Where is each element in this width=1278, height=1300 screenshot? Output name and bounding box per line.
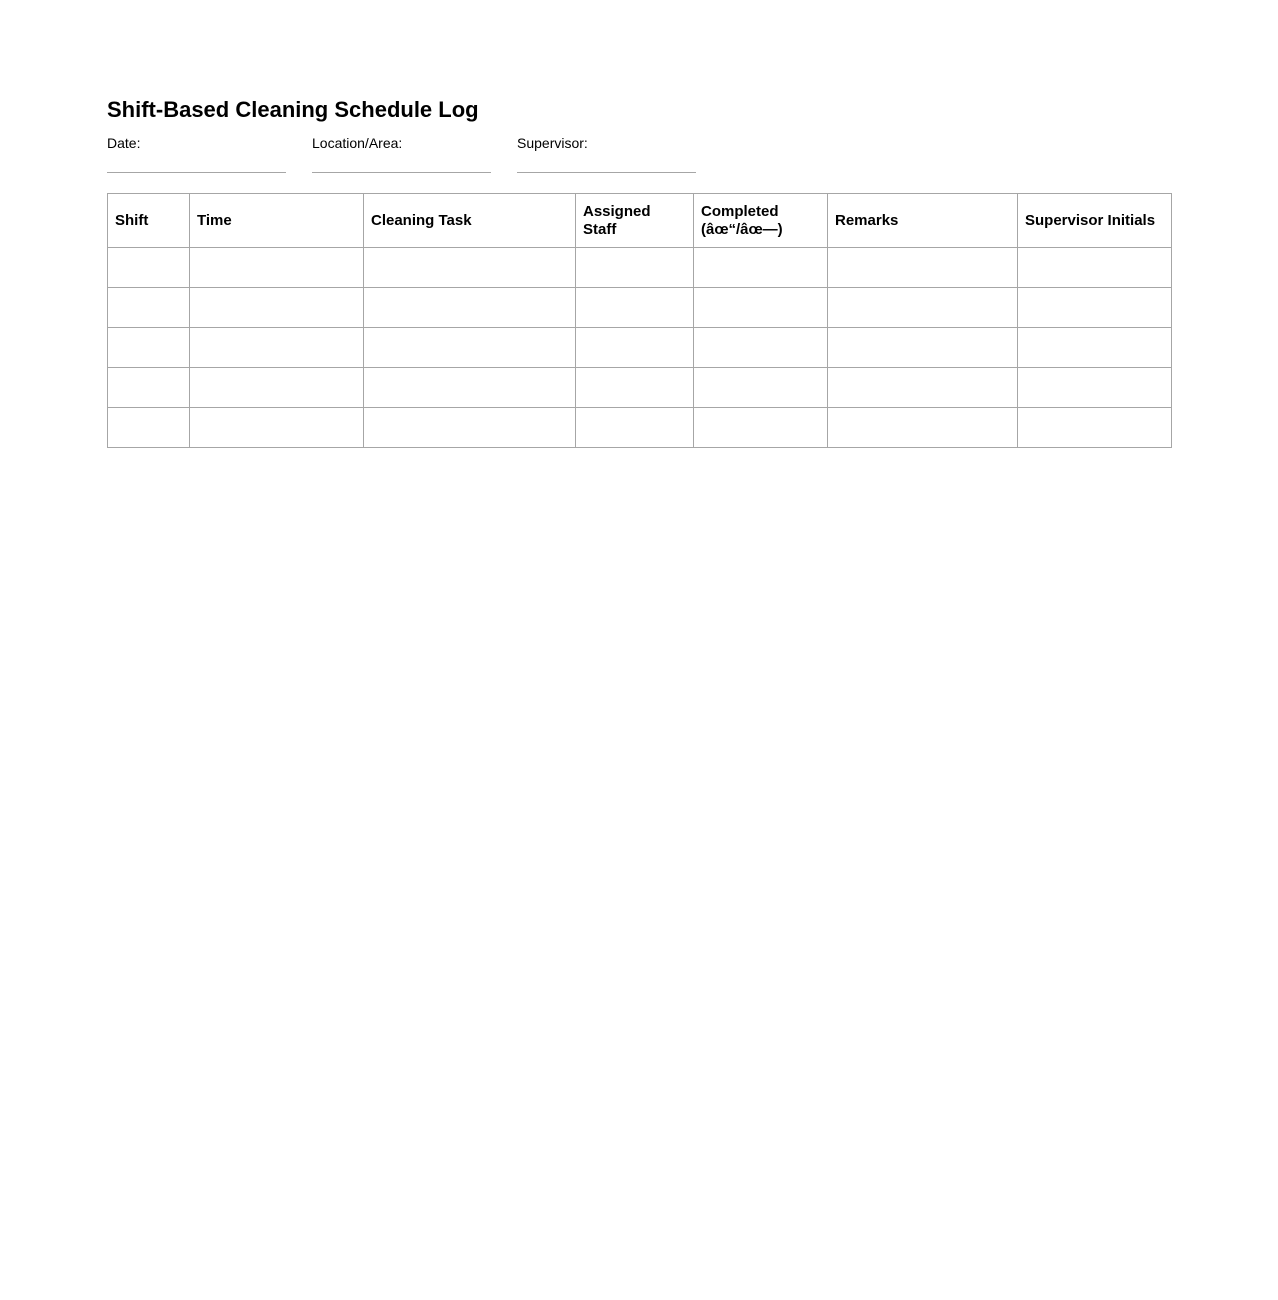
table-cell-shift	[108, 368, 190, 408]
table-cell-time	[190, 368, 364, 408]
table-cell-cleaning-task	[364, 368, 576, 408]
table-cell-assigned-staff	[576, 248, 694, 288]
table-cell-cleaning-task	[364, 408, 576, 448]
table-cell-remarks	[828, 288, 1018, 328]
table-cell-completed	[694, 248, 828, 288]
table-cell-shift	[108, 288, 190, 328]
table-row	[108, 328, 1172, 368]
table-row	[108, 288, 1172, 328]
field-location-area	[312, 135, 491, 173]
table-header-remarks: Remarks	[828, 194, 1018, 248]
table-cell-supervisor-initials	[1018, 288, 1172, 328]
table-cell-time	[190, 248, 364, 288]
table-cell-supervisor-initials	[1018, 248, 1172, 288]
table-cell-cleaning-task	[364, 288, 576, 328]
table-cell-time	[190, 328, 364, 368]
table-cell-cleaning-task	[364, 248, 576, 288]
page-title: Shift-Based Cleaning Schedule Log	[107, 97, 479, 122]
table-cell-shift	[108, 408, 190, 448]
table-header-shift: Shift	[108, 194, 190, 248]
table-cell-completed	[694, 288, 828, 328]
table-cell-remarks	[828, 408, 1018, 448]
table-row	[108, 408, 1172, 448]
table-cell-supervisor-initials	[1018, 368, 1172, 408]
table-cell-time	[190, 408, 364, 448]
table-cell-assigned-staff	[576, 368, 694, 408]
field-label-supervisor: Supervisor:	[517, 135, 588, 151]
table-cell-cleaning-task	[364, 328, 576, 368]
table-cell-completed	[694, 408, 828, 448]
table-cell-shift	[108, 248, 190, 288]
table-row	[108, 248, 1172, 288]
table-cell-completed	[694, 328, 828, 368]
table-cell-supervisor-initials	[1018, 328, 1172, 368]
table-cell-assigned-staff	[576, 328, 694, 368]
field-supervisor	[517, 135, 696, 173]
table-header-assigned-staff: Assigned Staff	[576, 194, 694, 248]
table-header-row	[108, 194, 1172, 248]
table-cell-completed	[694, 368, 828, 408]
table-header-time: Time	[190, 194, 364, 248]
cleaning-schedule-table	[107, 193, 1172, 448]
table-cell-supervisor-initials	[1018, 408, 1172, 448]
table-header-completed: Completed (âœ“/âœ—)	[694, 194, 828, 248]
table-cell-time	[190, 288, 364, 328]
table-cell-assigned-staff	[576, 288, 694, 328]
field-label-date: Date:	[107, 135, 141, 151]
table-row	[108, 368, 1172, 408]
document-content	[107, 99, 1171, 448]
table-header-cleaning-task: Cleaning Task	[364, 194, 576, 248]
table-cell-shift	[108, 328, 190, 368]
table-cell-remarks	[828, 248, 1018, 288]
table-cell-remarks	[828, 368, 1018, 408]
field-date	[107, 135, 286, 173]
field-label-location-area: Location/Area:	[312, 135, 403, 151]
table-cell-remarks	[828, 328, 1018, 368]
header-fields	[107, 135, 1171, 173]
table-header-supervisor-initials: Supervisor Initials	[1018, 194, 1172, 248]
table-cell-assigned-staff	[576, 408, 694, 448]
